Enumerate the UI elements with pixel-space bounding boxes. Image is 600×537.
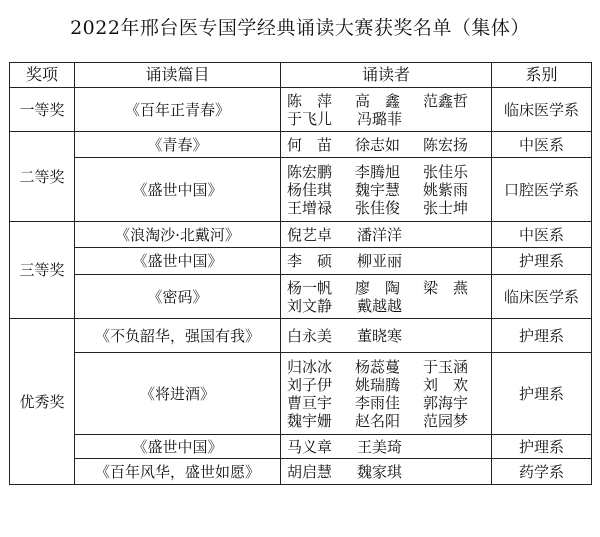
piece-cell: 《百年正青春》	[75, 88, 281, 132]
reader-name: 刘 欢	[423, 375, 469, 394]
reader-name: 张佳乐	[423, 162, 469, 181]
reader-name: 戴越越	[357, 296, 403, 315]
readers-line	[287, 163, 491, 181]
dept-cell: 临床医学系	[492, 88, 592, 132]
readers-cell	[281, 132, 492, 158]
piece-cell: 《青春》	[75, 132, 281, 158]
readers-cell	[281, 319, 492, 353]
readers-line	[287, 297, 491, 315]
reader-name: 董晓寒	[357, 326, 403, 345]
header-dept: 系别	[492, 63, 592, 88]
reader-name: 梁 燕	[423, 278, 469, 297]
table-row	[10, 88, 592, 132]
readers-line	[287, 226, 491, 244]
readers-line	[287, 358, 491, 376]
table-row	[10, 459, 592, 485]
reader-name: 廖 陶	[355, 278, 401, 297]
award-cell: 一等奖	[10, 88, 75, 132]
header-piece: 诵读篇目	[75, 63, 281, 88]
reader-name: 陈 萍	[287, 91, 333, 110]
reader-name: 李雨佳	[355, 393, 401, 412]
reader-name: 张佳俊	[355, 198, 401, 217]
reader-name: 陈宏鹏	[287, 162, 333, 181]
reader-name: 杨佳琪	[287, 180, 333, 199]
readers-cell	[281, 275, 492, 319]
piece-cell: 《百年风华，盛世如愿》	[75, 459, 281, 485]
reader-name: 倪艺卓	[287, 225, 333, 244]
reader-name: 胡启慧	[287, 462, 333, 481]
dept-cell: 护理系	[492, 319, 592, 353]
reader-name: 冯璐菲	[357, 109, 403, 128]
reader-name: 魏家琪	[357, 462, 403, 481]
readers-line	[287, 376, 491, 394]
table-row	[10, 222, 592, 248]
reader-name: 刘文静	[287, 296, 333, 315]
dept-cell: 护理系	[492, 353, 592, 435]
readers-line	[287, 279, 491, 297]
readers-line	[287, 199, 491, 217]
reader-name: 何 苗	[287, 135, 333, 154]
reader-name: 归冰冰	[287, 357, 333, 376]
table-row	[10, 435, 592, 459]
piece-cell: 《密码》	[75, 275, 281, 319]
reader-name: 柳亚丽	[357, 252, 403, 270]
readers-line	[287, 394, 491, 412]
reader-name: 魏宇姗	[287, 411, 333, 430]
reader-name: 于玉涵	[423, 357, 469, 376]
reader-name: 王美琦	[357, 437, 403, 456]
reader-name: 曹亘宇	[287, 393, 333, 412]
reader-name: 潘洋洋	[357, 225, 403, 244]
readers-cell	[281, 88, 492, 132]
reader-name: 姚紫雨	[423, 180, 469, 199]
reader-name: 张士坤	[423, 198, 469, 217]
reader-name: 范鑫哲	[423, 91, 469, 110]
header-readers: 诵读者	[281, 63, 492, 88]
readers-line	[287, 412, 491, 430]
readers-line	[287, 92, 491, 110]
table-row	[10, 275, 592, 319]
readers-cell	[281, 435, 492, 459]
readers-cell	[281, 222, 492, 248]
table-row	[10, 132, 592, 158]
readers-line	[287, 181, 491, 199]
reader-name: 马义章	[287, 437, 333, 456]
dept-cell: 临床医学系	[492, 275, 592, 319]
piece-cell: 《不负韶华，强国有我》	[75, 319, 281, 353]
reader-name: 郭海宇	[423, 393, 469, 412]
reader-name: 范园梦	[423, 411, 469, 430]
table-row	[10, 319, 592, 353]
readers-line	[287, 110, 491, 128]
page-title: 2022年邢台医专国学经典诵读大赛获奖名单（集体）	[70, 16, 530, 39]
readers-cell	[281, 353, 492, 435]
reader-name: 王增禄	[287, 198, 333, 217]
reader-name: 陈宏扬	[423, 135, 469, 154]
piece-cell: 《盛世中国》	[75, 158, 281, 222]
readers-cell	[281, 158, 492, 222]
dept-cell: 口腔医学系	[492, 158, 592, 222]
readers-line	[287, 136, 491, 154]
table-body	[10, 88, 592, 485]
reader-name: 杨一帆	[287, 278, 333, 297]
dept-cell: 中医系	[492, 132, 592, 158]
table-row	[10, 158, 592, 222]
reader-name: 赵名阳	[355, 411, 401, 430]
readers-line	[287, 252, 491, 270]
table-row	[10, 353, 592, 435]
reader-name: 李腾旭	[355, 162, 401, 181]
readers-line	[287, 327, 491, 345]
reader-name: 高 鑫	[355, 91, 401, 110]
reader-name: 姚瑞腾	[355, 375, 401, 394]
reader-name: 刘子伊	[287, 375, 333, 394]
readers-cell	[281, 459, 492, 485]
table-row	[10, 248, 592, 275]
reader-name: 杨蕊蔓	[355, 357, 401, 376]
readers-line	[287, 463, 491, 481]
dept-cell: 护理系	[492, 435, 592, 459]
readers-cell	[281, 248, 492, 275]
piece-cell: 《盛世中国》	[75, 435, 281, 459]
dept-cell: 药学系	[492, 459, 592, 485]
award-table	[9, 62, 592, 485]
reader-name: 白永美	[287, 326, 333, 345]
piece-cell: 《盛世中国》	[75, 248, 281, 275]
reader-name: 魏宇慧	[355, 180, 401, 199]
table-header-row	[10, 63, 592, 88]
dept-cell: 护理系	[492, 248, 592, 275]
reader-name: 李 硕	[287, 252, 333, 270]
reader-name: 徐志如	[355, 135, 401, 154]
dept-cell: 中医系	[492, 222, 592, 248]
piece-cell: 《浪淘沙·北戴河》	[75, 222, 281, 248]
reader-name: 于飞儿	[287, 109, 333, 128]
award-cell: 三等奖	[10, 222, 75, 319]
award-cell: 二等奖	[10, 132, 75, 222]
award-cell: 优秀奖	[10, 319, 75, 485]
readers-line	[287, 438, 491, 456]
header-award: 奖项	[10, 63, 75, 88]
piece-cell: 《将进酒》	[75, 353, 281, 435]
